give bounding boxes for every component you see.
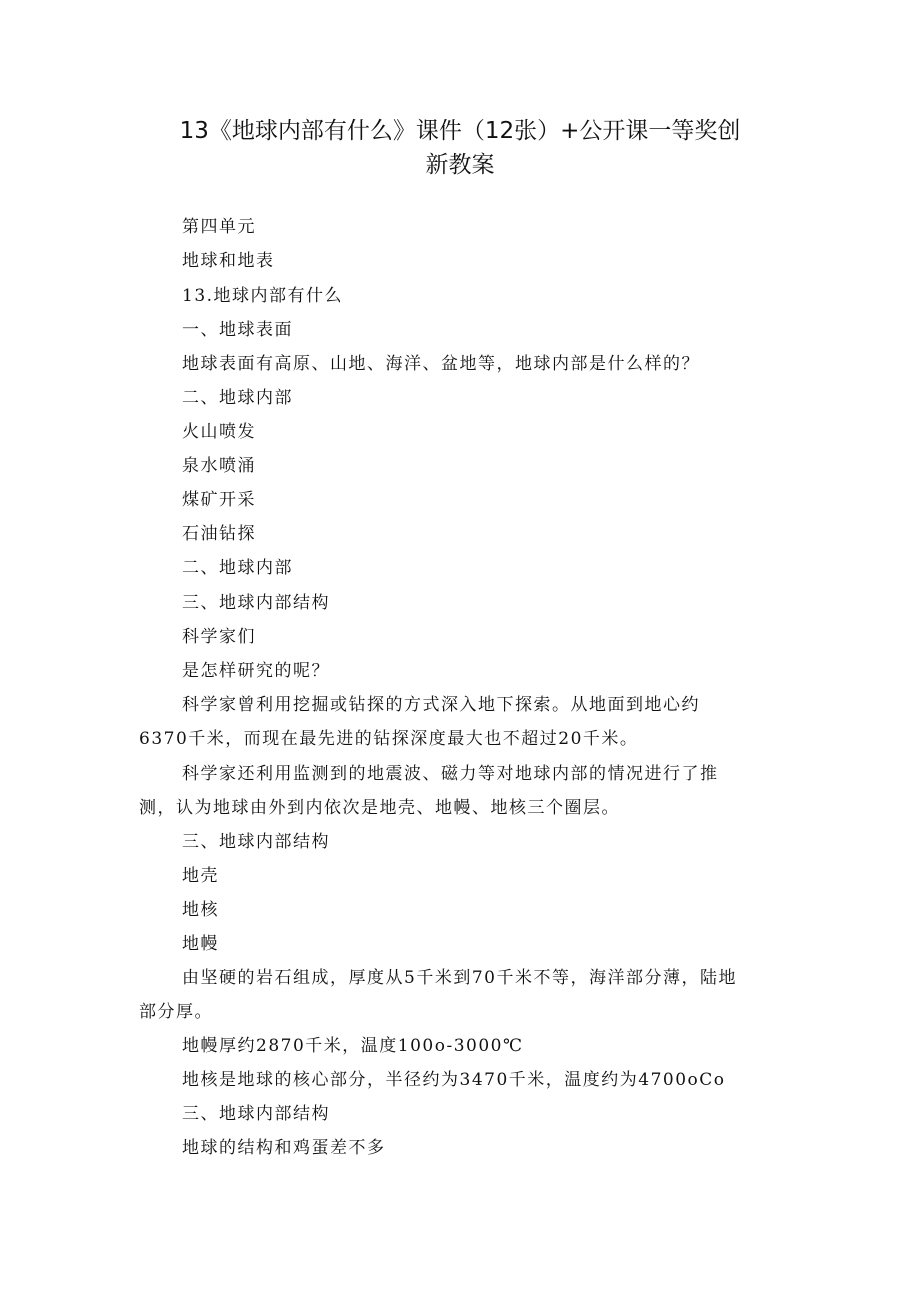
list-item: 火山喷发 [182,422,256,442]
list-item: 地壳 [182,866,219,886]
list-item: 地幔 [182,934,219,954]
list-item: 地核 [182,900,219,920]
paragraph-line: 是怎样研究的呢？ [182,661,330,681]
section-heading: 三、地球内部结构 [182,593,330,613]
unit-heading: 第四单元 [182,217,256,237]
paragraph-line: 由坚硬的岩石组成，厚度从5千米到70千米不等，海洋部分薄，陆地 [182,968,737,988]
unit-title: 地球和地表 [182,251,275,271]
section-heading: 一、地球表面 [182,320,293,340]
paragraph-line: 地球的结构和鸡蛋差不多 [182,1138,386,1158]
paragraph-line: 科学家们 [182,627,256,647]
section-heading: 三、地球内部结构 [182,1104,330,1124]
list-item: 泉水喷涌 [182,456,256,476]
section-heading: 二、地球内部 [182,558,293,578]
paragraph-line: 地球表面有高原、山地、海洋、盆地等，地球内部是什么样的？ [182,354,700,374]
document-title-line-2: 新教案 [425,152,495,178]
section-heading: 二、地球内部 [182,388,293,408]
paragraph-line: 地幔厚约2870千米，温度100o-3000℃ [182,1036,524,1056]
paragraph-line: 测，认为地球由外到内依次是地壳、地幔、地核三个圈层。 [139,798,620,818]
list-item: 煤矿开采 [182,490,256,510]
paragraph-line: 科学家曾利用挖掘或钻探的方式深入地下探索。从地面到地心约 [182,695,700,715]
document-title-line-1: 13《地球内部有什么》课件（12张）+公开课一等奖创 [179,118,741,144]
list-item: 石油钻探 [182,524,256,544]
paragraph-line: 科学家还利用监测到的地震波、磁力等对地球内部的情况进行了推 [182,764,719,784]
paragraph-line: 6370千米，而现在最先进的钻探深度最大也不超过20千米。 [139,729,639,749]
paragraph-line: 地核是地球的核心部分，半径约为3470千米，温度约为4700oCo [182,1070,726,1090]
lesson-title: 13.地球内部有什么 [182,286,344,306]
section-heading: 三、地球内部结构 [182,832,330,852]
paragraph-line: 部分厚。 [139,1002,213,1022]
